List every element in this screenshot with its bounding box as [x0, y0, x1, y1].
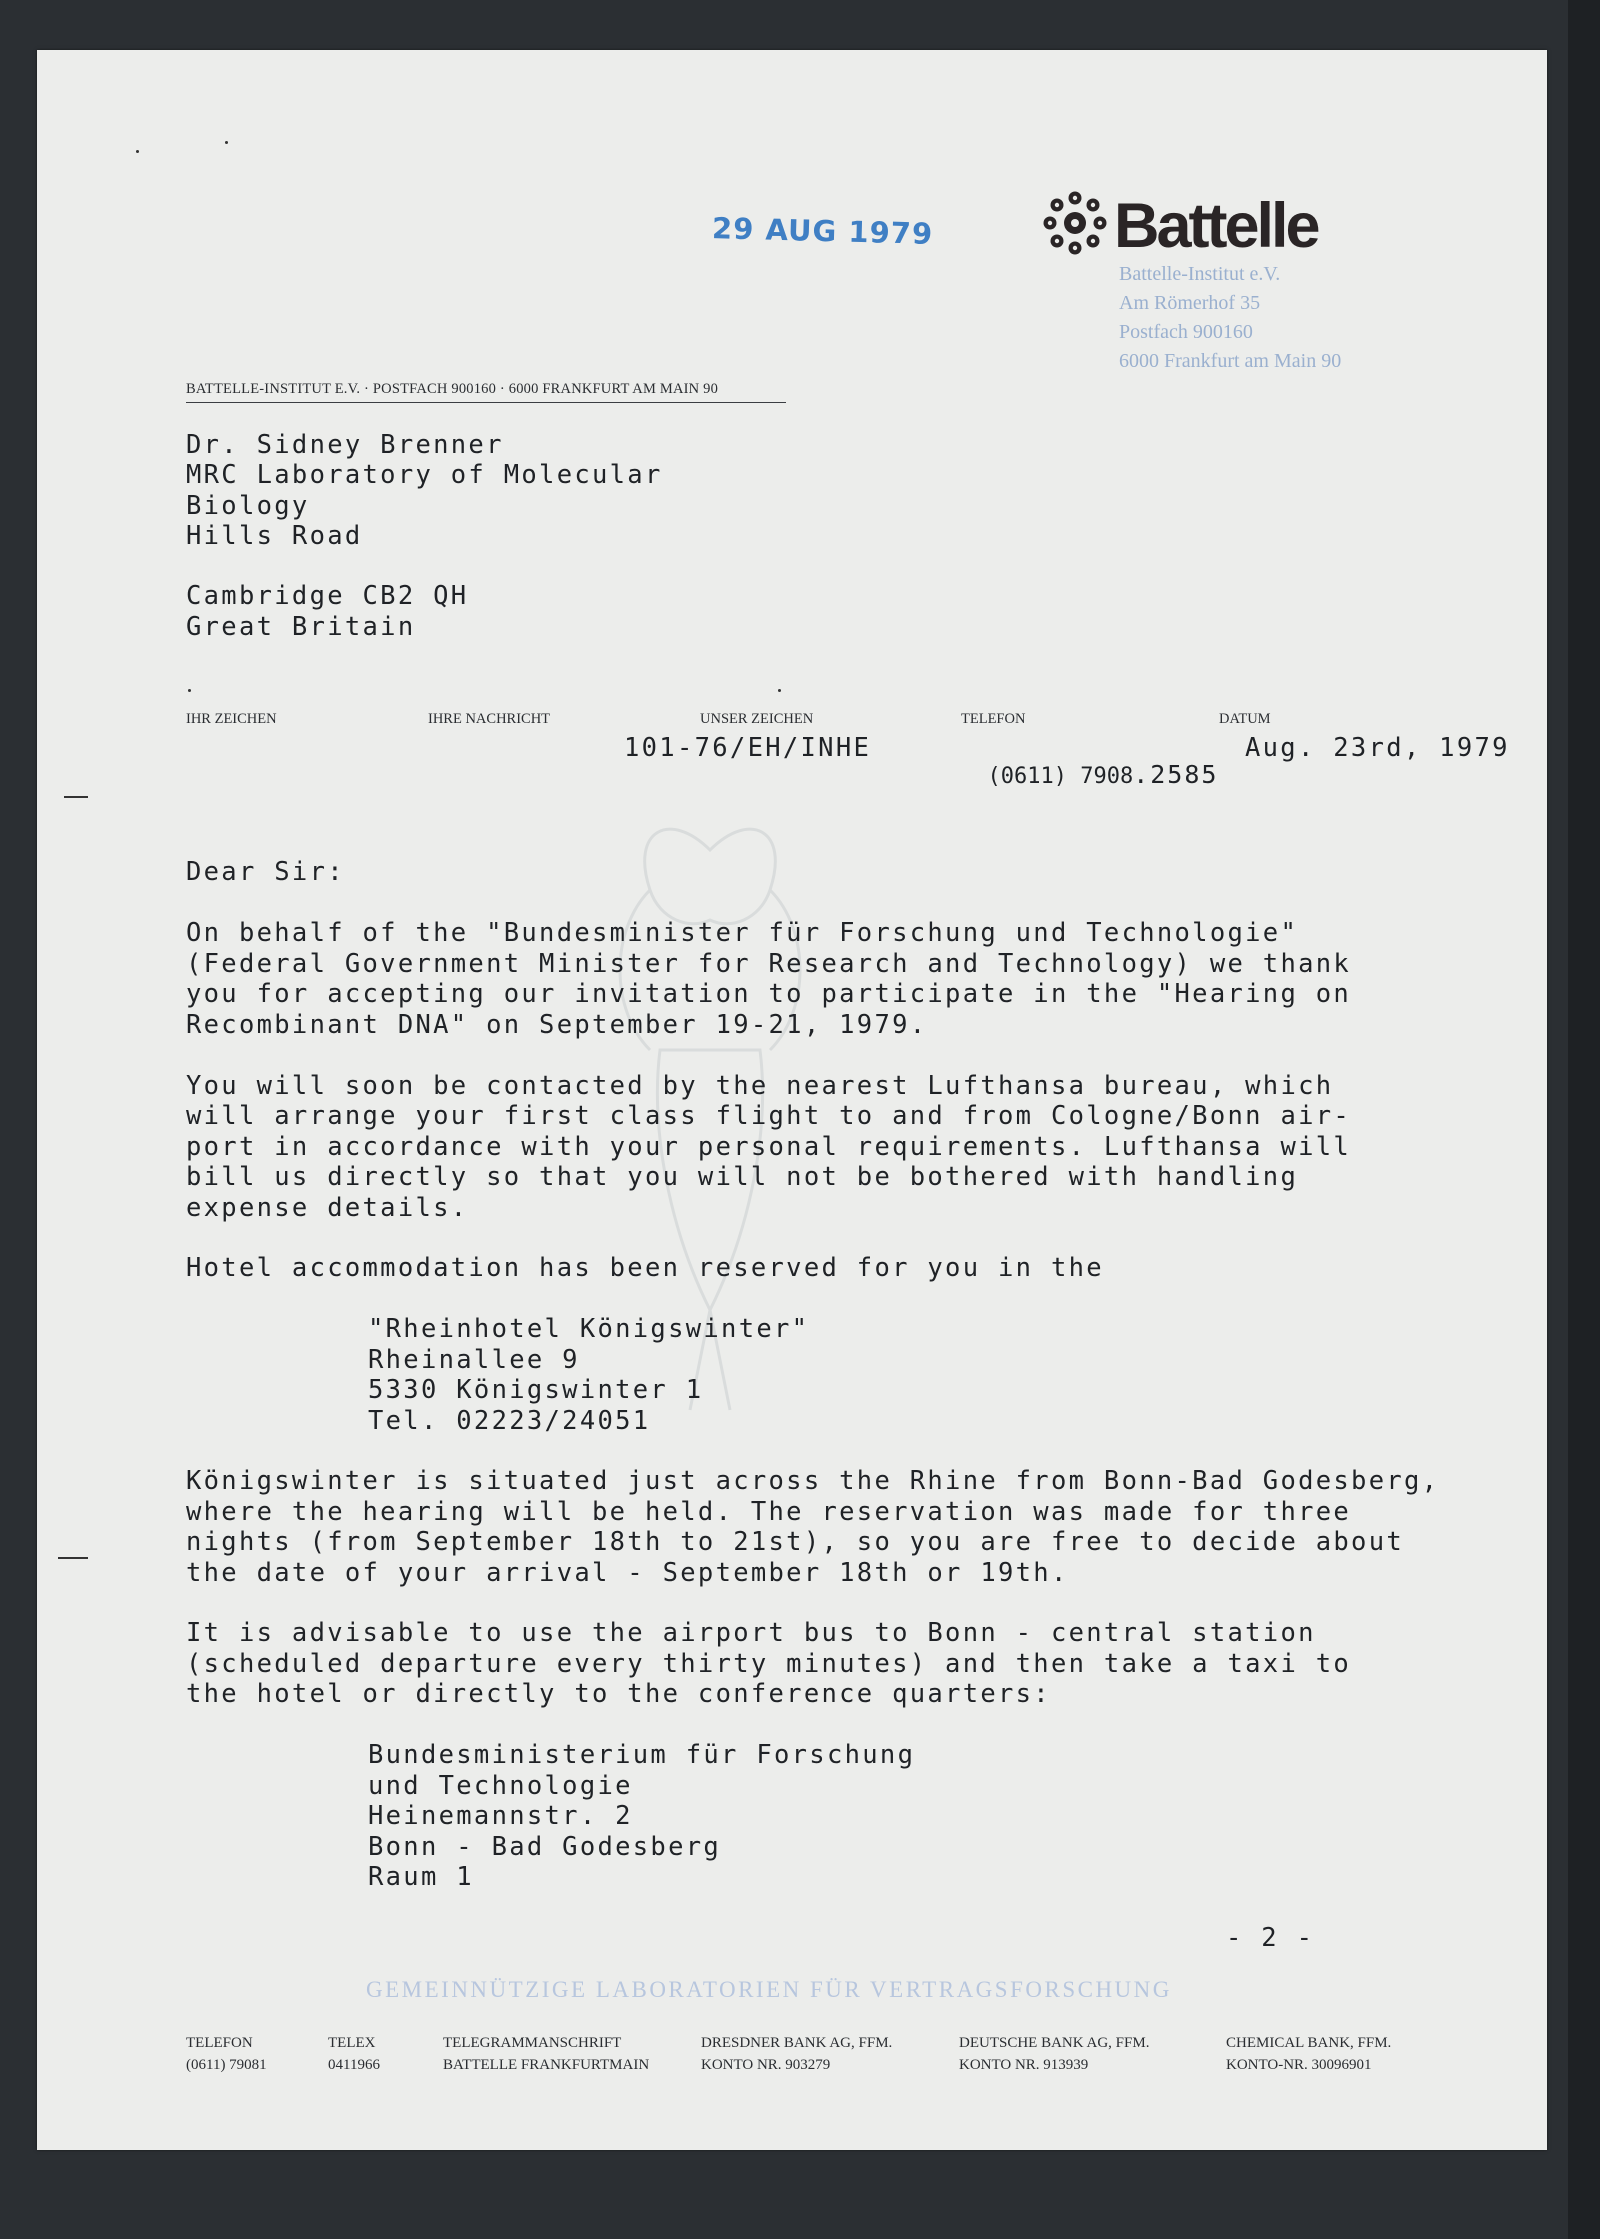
scan-mark — [136, 150, 139, 153]
footer-value: KONTO-NR. 30096901 — [1226, 2057, 1372, 2073]
recipient-city-line: Cambridge CB2 QH — [186, 581, 469, 611]
page-number-marker: - 2 - — [1226, 1923, 1315, 1953]
telefon-value — [961, 735, 1218, 789]
paragraph-line: It is advisable to use the airport bus to Bonn - central station — [186, 1618, 1316, 1648]
footer-label: TELEFON — [186, 2035, 253, 2051]
hotel-address-line: "Rheinhotel Königswinter" — [368, 1314, 810, 1344]
footer-value: (0611) 79081 — [186, 2057, 267, 2073]
typewriter-dot — [778, 689, 781, 692]
hotel-address-line: Tel. 02223/24051 — [368, 1406, 651, 1436]
label-ihr-zeichen: IHR ZEICHEN — [186, 711, 277, 727]
footer-column-dresdner-bank — [701, 2032, 892, 2076]
fold-mark — [58, 1557, 88, 1559]
hotel-address-line: 5330 Königswinter 1 — [368, 1375, 704, 1405]
telefon-extension: .2585 — [1133, 760, 1219, 789]
footer-column-telex — [328, 2032, 380, 2076]
battelle-logo-icon — [1042, 190, 1108, 256]
sender-return-address: BATTELLE-INSTITUT E.V. · POSTFACH 900160 · 6000 FRANKFURT AM MAIN 90 — [186, 381, 786, 403]
fold-mark — [64, 796, 88, 798]
paragraph-line: port in accordance with your personal requirements. Lufthansa will — [186, 1132, 1352, 1162]
recipient-city-line: Great Britain — [186, 612, 416, 642]
received-date-stamp: 29 AUG 1979 — [711, 211, 934, 251]
footer-value: KONTO NR. 913939 — [959, 2057, 1089, 2073]
paragraph-line: the date of your arrival - September 18th or 19th. — [186, 1558, 1069, 1588]
letterhead-address-line: Postfach 900160 — [1119, 321, 1253, 343]
paragraph-line: the hotel or directly to the conference quarters: — [186, 1679, 1051, 1709]
letterhead-address-line: Battelle-Institut e.V. — [1119, 263, 1281, 285]
recipient-line: Biology — [186, 491, 310, 521]
paragraph-line: (scheduled departure every thirty minutes) and then take a taxi to — [186, 1649, 1352, 1679]
letterhead-address-line: Am Römerhof 35 — [1119, 292, 1261, 314]
footer-column-telegramm — [443, 2032, 649, 2076]
footer-label: DEUTSCHE BANK AG, FFM. — [959, 2035, 1150, 2051]
paragraph-line: Hotel accommodation has been reserved for you in the — [186, 1253, 1104, 1283]
footer-label: TELEX — [328, 2035, 376, 2051]
footer-label: TELEGRAMMANSCHRIFT — [443, 2035, 622, 2051]
footer-label: DRESDNER BANK AG, FFM. — [701, 2035, 893, 2051]
label-ihre-nachricht: IHRE NACHRICHT — [428, 711, 551, 727]
background-strip — [1568, 0, 1600, 2239]
typewriter-dot — [188, 689, 191, 692]
footer-value: 0411966 — [328, 2057, 380, 2073]
paragraph-line: expense details. — [186, 1193, 469, 1223]
unser-zeichen-value: 101-76/EH/INHE — [624, 733, 872, 763]
hotel-address-line: Rheinallee 9 — [368, 1345, 580, 1375]
footer-value: KONTO NR. 903279 — [701, 2057, 831, 2073]
paragraph-line: On behalf of the "Bundesminister für Forschung und Technologie" — [186, 918, 1299, 948]
letterhead-address-line: 6000 Frankfurt am Main 90 — [1119, 350, 1342, 372]
label-telefon: TELEFON — [961, 711, 1026, 727]
venue-address-line: und Technologie — [368, 1771, 633, 1801]
paragraph-line: you for accepting our invitation to participate in the "Hearing on — [186, 979, 1352, 1009]
scan-mark — [225, 141, 228, 144]
venue-address-line: Raum 1 — [368, 1862, 474, 1892]
paragraph-line: (Federal Government Minister for Research and Technology) we thank — [186, 949, 1352, 979]
recipient-line: Dr. Sidney Brenner — [186, 430, 504, 460]
paragraph-line: Königswinter is situated just across the Rhine from Bonn-Bad Godesberg, — [186, 1466, 1440, 1496]
footer-label: CHEMICAL BANK, FFM. — [1226, 2035, 1392, 2051]
footer-column-deutsche-bank — [959, 2032, 1149, 2076]
venue-address-line: Bonn - Bad Godesberg — [368, 1832, 722, 1862]
paragraph-line: bill us directly so that you will not be bothered with handling — [186, 1162, 1299, 1192]
salutation: Dear Sir: — [186, 857, 345, 887]
venue-address-line: Bundesministerium für Forschung — [368, 1740, 916, 1770]
footer-value: BATTELLE FRANKFURTMAIN — [443, 2057, 650, 2073]
recipient-line: Hills Road — [186, 521, 363, 551]
telefon-prefix: (0611) 7908 — [987, 764, 1134, 789]
label-unser-zeichen: UNSER ZEICHEN — [700, 711, 814, 727]
label-datum: DATUM — [1219, 711, 1271, 727]
paragraph-line: You will soon be contacted by the nearest Lufthansa bureau, which — [186, 1071, 1334, 1101]
datum-value: Aug. 23rd, 1979 — [1245, 733, 1510, 763]
footer-column-telefon — [186, 2032, 267, 2076]
venue-address-line: Heinemannstr. 2 — [368, 1801, 633, 1831]
footer-motto: GEMEINNÜTZIGE LABORATORIEN FÜR VERTRAGSFORSCHUNG — [366, 1977, 1172, 2002]
recipient-line: MRC Laboratory of Molecular — [186, 460, 663, 490]
paragraph-line: Recombinant DNA" on September 19-21, 1979. — [186, 1010, 928, 1040]
brand-name: Battelle — [1114, 191, 1318, 261]
paragraph-line: where the hearing will be held. The reservation was made for three — [186, 1497, 1352, 1527]
footer-column-chemical-bank — [1226, 2032, 1391, 2076]
paragraph-line: will arrange your first class flight to and from Cologne/Bonn air- — [186, 1101, 1352, 1131]
paragraph-line: nights (from September 18th to 21st), so you are free to decide about — [186, 1527, 1405, 1557]
